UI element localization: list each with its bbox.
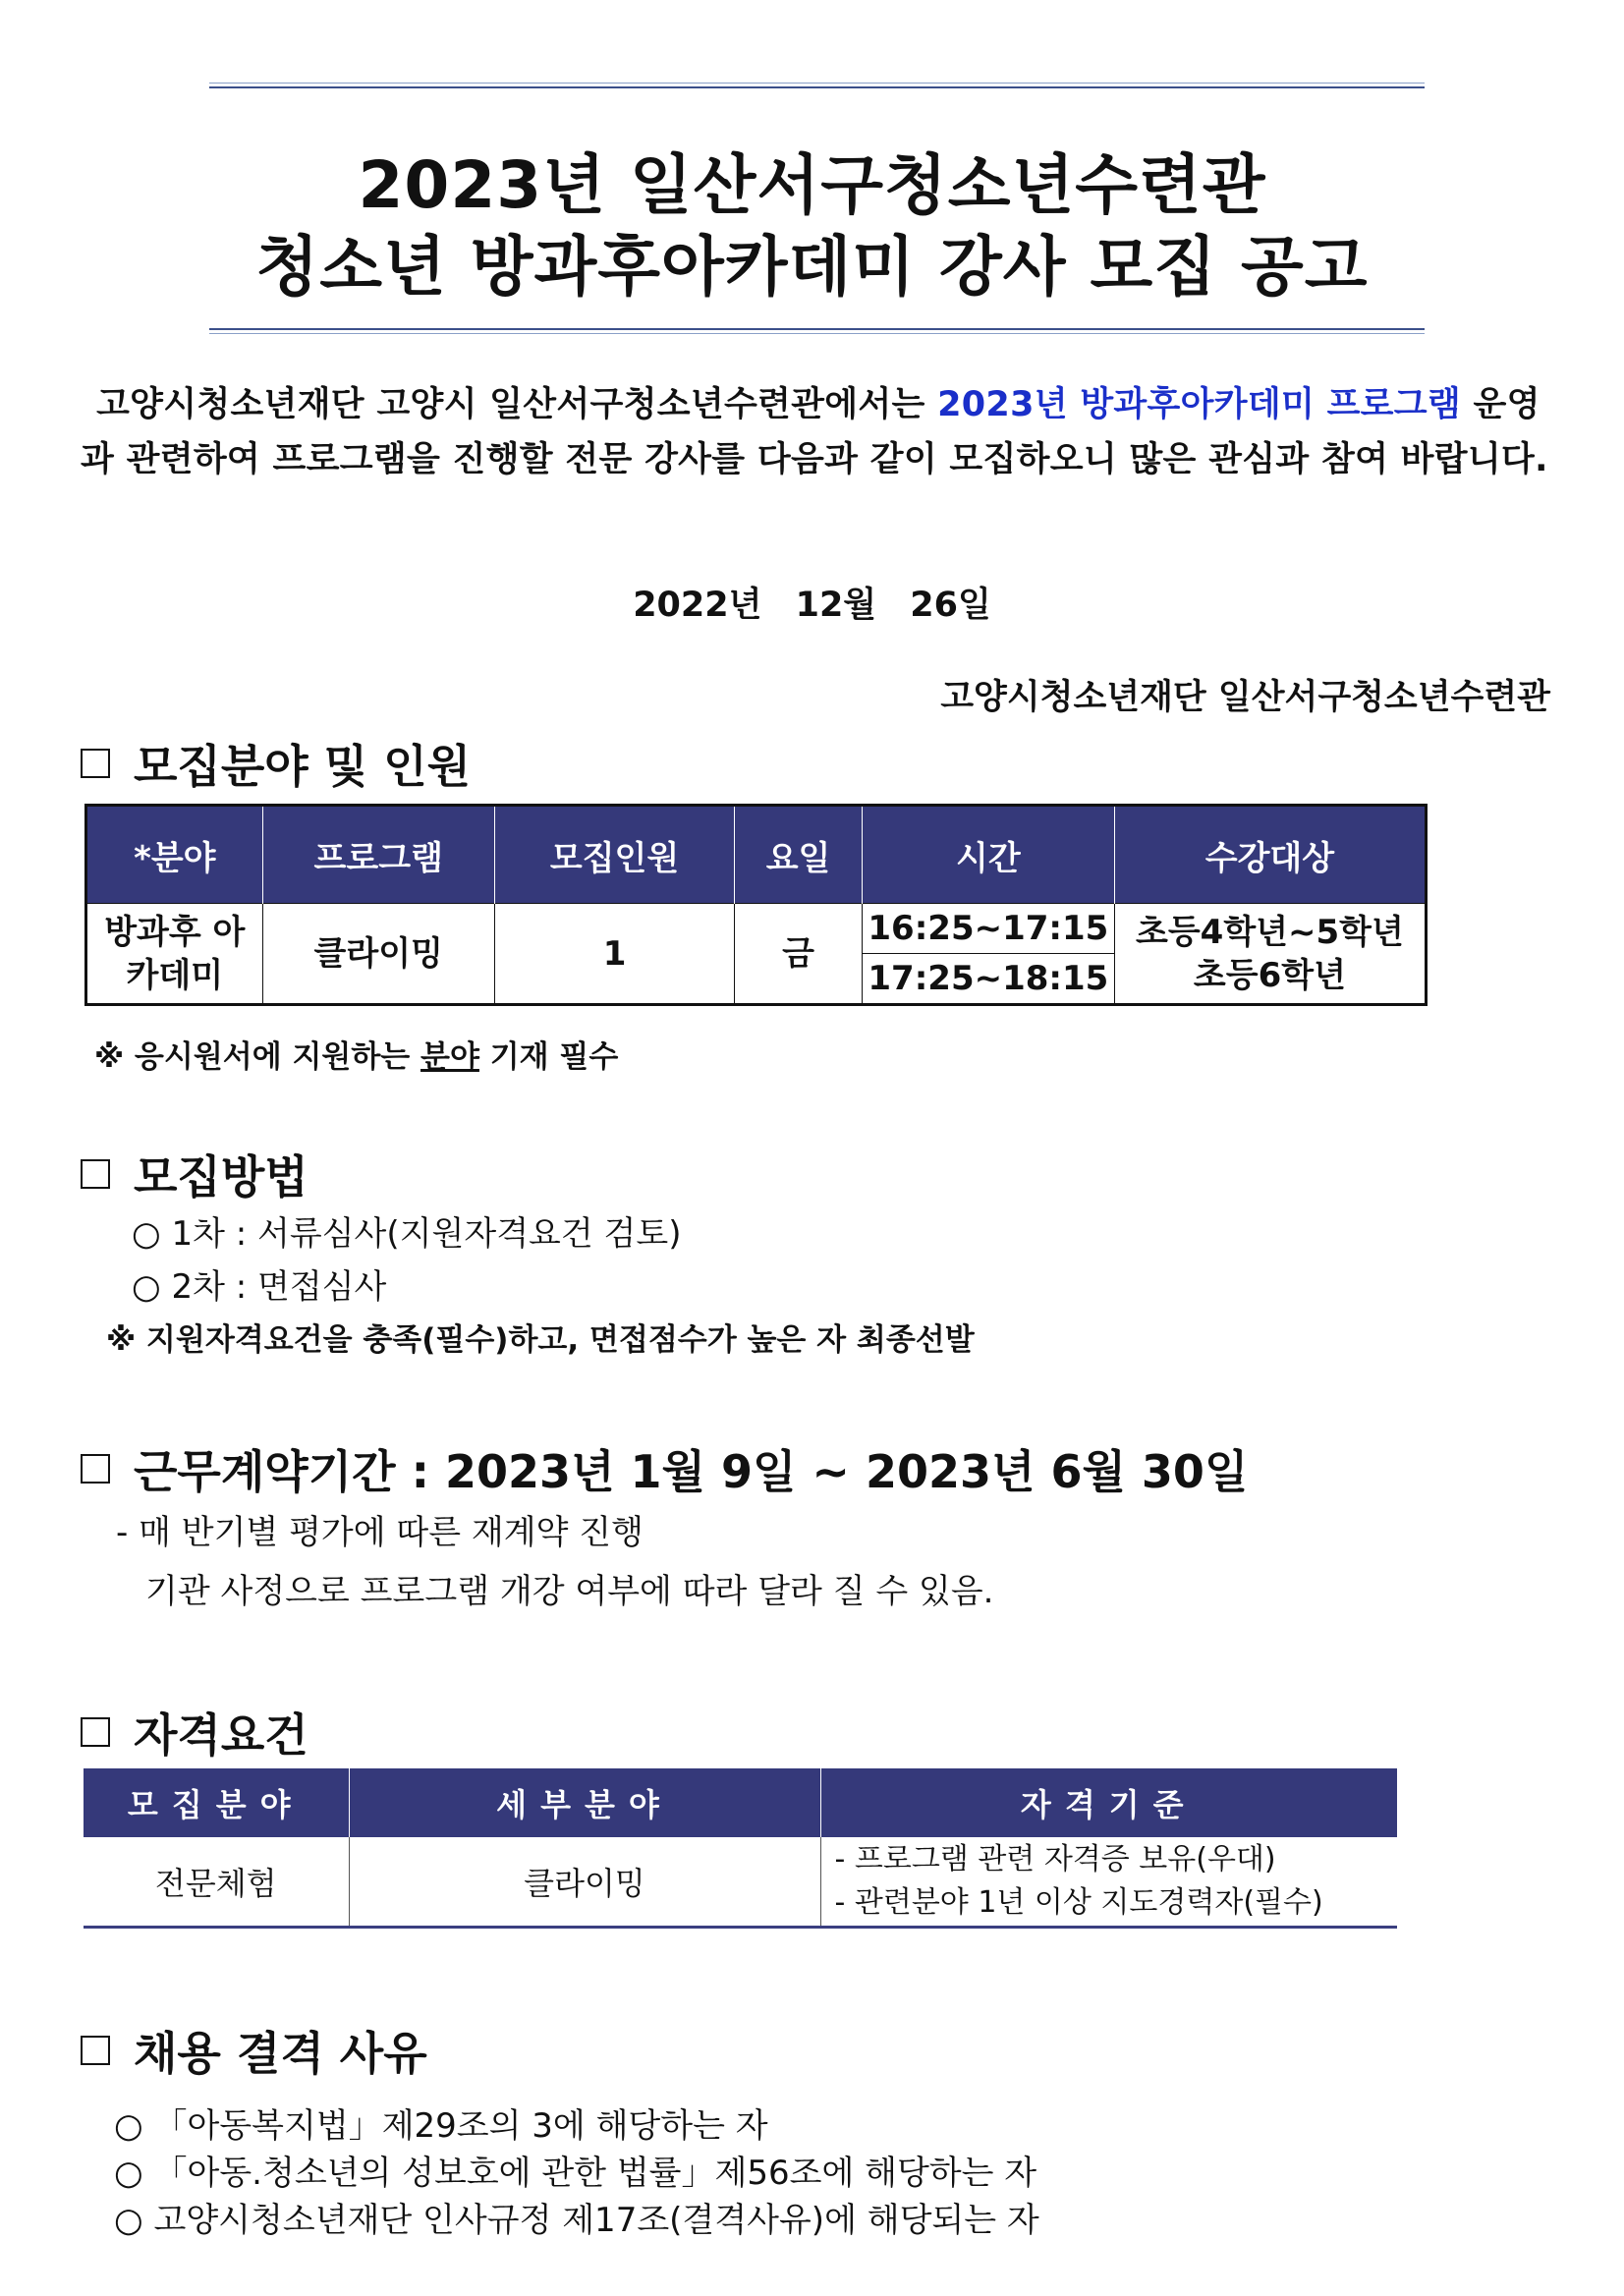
section-qualification-heading	[81, 1700, 308, 1764]
intro-highlight: 2023년 방과후아카데미 프로그램	[937, 385, 1462, 424]
recruit-note-underlined: 분야	[420, 1039, 479, 1075]
checkbox-square-icon	[81, 749, 110, 778]
recruit-note	[94, 1032, 618, 1076]
cell-qual-criteria	[820, 1837, 1397, 1928]
method-item-2: ○ 2차 : 면접심사	[132, 1267, 387, 1307]
qualification-table	[84, 1768, 1397, 1929]
announcement-date: 2022년 12월 26일	[633, 586, 991, 625]
criteria-line-1: - 프로그램 관련 자격증 보유(우대)	[834, 1842, 1276, 1876]
col-header-day: 요일	[735, 806, 863, 904]
table-row	[84, 1837, 1397, 1928]
col-header-count: 모집인원	[494, 806, 734, 904]
recruit-note-suffix: 기재 필수	[478, 1039, 619, 1075]
contract-line-1: - 매 반기별 평가에 따른 재계약 진행	[116, 1513, 644, 1552]
cell-qual-subfield: 클라이밍	[349, 1837, 820, 1928]
checkbox-square-icon	[81, 1454, 110, 1484]
method-note: ※ 지원자격요건을 충족(필수)하고, 면접점수가 높은 자 최종선발	[106, 1322, 975, 1358]
recruit-table	[84, 804, 1428, 1006]
col-header-field: *분야	[86, 806, 263, 904]
disqualification-item-1: ○ 「아동복지법」제29조의 3에 해당하는 자	[114, 2106, 768, 2146]
cell-field: 방과후 아카데미	[86, 904, 263, 1005]
disqualification-item-3: ○ 고양시청소년재단 인사규정 제17조(결격사유)에 해당되는 자	[114, 2201, 1039, 2240]
qualification-header-row	[84, 1768, 1397, 1837]
col-header-criteria: 자격기준	[820, 1768, 1397, 1837]
col-header-recruit-field: 모집분야	[84, 1768, 349, 1837]
cell-program: 클라이밍	[262, 904, 494, 1005]
page-title-line1: 2023년 일산서구청소년수련관	[358, 147, 1266, 223]
criteria-line-2: - 관련분야 1년 이상 지도경력자(필수)	[834, 1885, 1323, 1920]
cell-time-2: 17:25~18:15	[862, 954, 1114, 1005]
cell-qual-field: 전문체험	[84, 1837, 349, 1928]
method-item-1: ○ 1차 : 서류심사(지원자격요건 검토)	[132, 1214, 682, 1254]
intro-paragraph	[81, 377, 1554, 487]
disqualification-item-2: ○ 「아동.청소년의 성보호에 관한 법률」제56조에 해당하는 자	[114, 2154, 1037, 2193]
col-header-program: 프로그램	[262, 806, 494, 904]
section-method-heading	[81, 1142, 308, 1206]
section-qualification-title: 자격요건	[134, 1708, 308, 1762]
section-method-title: 모집방법	[134, 1150, 308, 1204]
section-disqualification-title: 채용 결격 사유	[134, 2027, 427, 2080]
section-disqualification-heading	[81, 2018, 427, 2083]
title-bottom-divider	[209, 328, 1425, 334]
checkbox-square-icon	[81, 1717, 110, 1747]
cell-time-1: 16:25~17:15	[862, 904, 1114, 954]
recruit-table-header-row	[86, 806, 1427, 904]
organization-name: 고양시청소년재단 일산서구청소년수련관	[940, 678, 1550, 717]
section-contract-title: 근무계약기간 : 2023년 1월 9일 ~ 2023년 6월 30일	[134, 1445, 1249, 1498]
checkbox-square-icon	[81, 2036, 110, 2065]
top-divider	[209, 83, 1425, 88]
col-header-time: 시간	[862, 806, 1114, 904]
intro-text-start: 고양시청소년재단 고양시 일산서구청소년수련관에서는	[96, 385, 938, 424]
intro-text-end: 운영과 관련하여 프로그램을 진행할 전문 강사를 다음과 같이 모집하오니 많은 관심과 참여 바랍니다.	[81, 385, 1548, 479]
recruit-note-prefix: ※ 응시원서에 지원하는	[94, 1039, 421, 1075]
section-contract-heading	[81, 1436, 1248, 1501]
cell-target	[1114, 904, 1426, 1005]
target-line-2: 초등6학년	[1193, 955, 1346, 995]
cell-day: 금	[735, 904, 863, 1005]
col-header-subfield: 세부분야	[349, 1768, 820, 1837]
section-recruit-heading	[81, 731, 471, 796]
target-line-1: 초등4학년~5학년	[1135, 912, 1404, 952]
table-row	[86, 904, 1427, 954]
cell-count: 1	[494, 904, 734, 1005]
section-recruit-title: 모집분야 및 인원	[134, 740, 472, 793]
contract-line-2: 기관 사정으로 프로그램 개강 여부에 따라 달라 질 수 있음.	[145, 1572, 994, 1611]
page-title-line2: 청소년 방과후아카데미 강사 모집 공고	[255, 229, 1369, 305]
col-header-target: 수강대상	[1114, 806, 1426, 904]
checkbox-square-icon	[81, 1159, 110, 1189]
